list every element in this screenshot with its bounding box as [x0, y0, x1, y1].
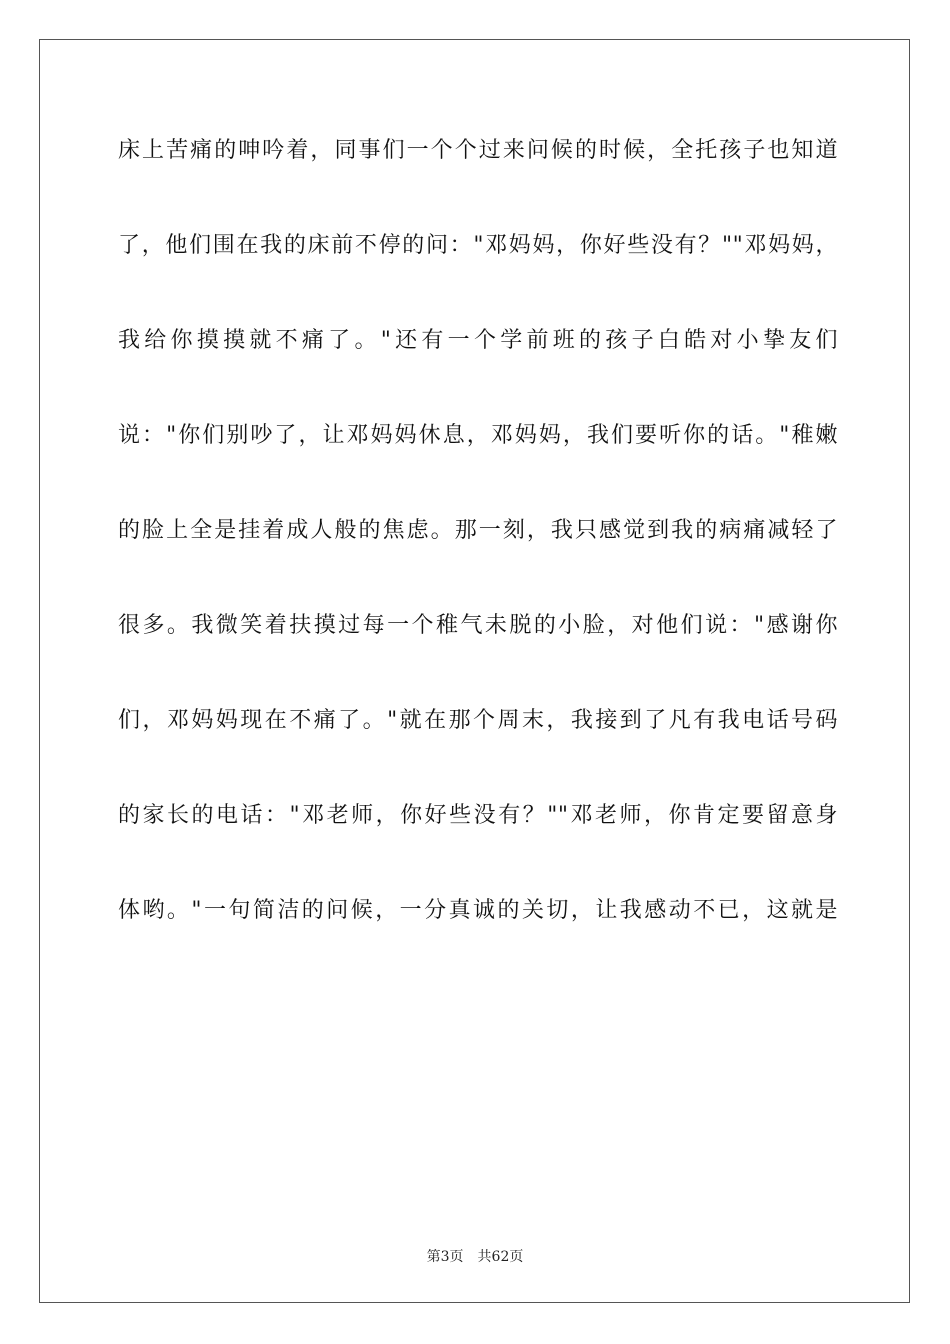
- text-line-2: 了，他们围在我的床前不停的问："邓妈妈，你好些没有？""邓妈妈，: [118, 233, 838, 258]
- text-line-3: 我给你摸摸就不痛了。"还有一个学前班的孩子白皓对小挚友们: [118, 328, 838, 353]
- body-text: [118, 127, 838, 982]
- text-line-8: 的家长的电话："邓老师，你好些没有？""邓老师，你肯定要留意身: [118, 803, 838, 828]
- text-line-6: 很多。我微笑着扶摸过每一个稚气未脱的小脸，对他们说："感谢你: [118, 613, 838, 638]
- page-footer: [0, 1247, 950, 1267]
- text-line-4: 说："你们别吵了，让邓妈妈休息，邓妈妈，我们要听你的话。"稚嫩: [118, 423, 838, 448]
- text-line-5: 的脸上全是挂着成人般的焦虑。那一刻，我只感觉到我的病痛减轻了: [118, 518, 838, 543]
- total-page-count: 共62页: [477, 1249, 524, 1265]
- text-line-9: 体哟。"一句简洁的问候，一分真诚的关切，让我感动不已，这就是: [118, 898, 838, 923]
- text-line-7: 们，邓妈妈现在不痛了。"就在那个周末，我接到了凡有我电话号码: [118, 708, 838, 733]
- text-line-1: 床上苦痛的呻吟着，同事们一个个过来问候的时候，全托孩子也知道: [118, 138, 838, 163]
- current-page-number: 第3页: [426, 1249, 464, 1265]
